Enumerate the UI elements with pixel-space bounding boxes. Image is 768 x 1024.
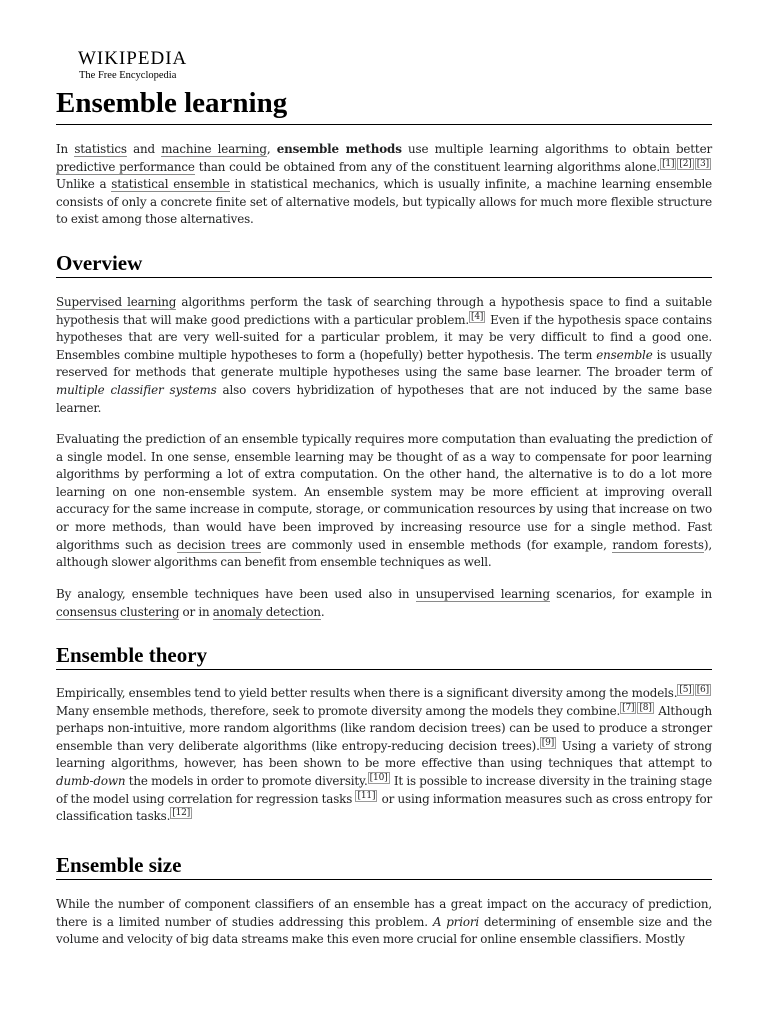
size-paragraph: While the number of component classifiers of an ensemble has a great impact on the accuracy of prediction, there is a limited number of studies addressing this problem. A priori determining of ensemble size and the volume and velocity of big data streams make this even more crucial for online ensemble classifiers. Mostly [56, 897, 713, 947]
citation-7[interactable]: [7] [622, 702, 635, 713]
heading-ensemble-size: Ensemble size [56, 851, 712, 880]
citation-3[interactable]: [3] [696, 158, 709, 169]
link-consensus-clustering[interactable]: consensus clustering [56, 604, 180, 619]
bold-term: ensemble methods [276, 142, 402, 156]
citation-12[interactable]: [12] [172, 808, 191, 819]
citation-5[interactable]: [5] [679, 685, 692, 696]
page-title: Ensemble learning [56, 84, 712, 125]
citation-10[interactable]: [10] [369, 773, 388, 783]
link-decision-trees[interactable]: decision trees [176, 537, 262, 552]
link-statistics[interactable]: statistics [74, 142, 127, 156]
link-predictive-performance[interactable]: predictive performance [56, 159, 195, 174]
citation-9[interactable]: [9] [541, 737, 555, 748]
citation-4[interactable]: [4] [470, 311, 484, 322]
citation-1[interactable]: [1] [662, 158, 675, 169]
link-supervised-learning[interactable]: Supervised learning [56, 295, 177, 309]
logo-wordmark: WIKIPEDIA [78, 48, 188, 69]
link-anomaly-detection[interactable]: anomaly detection [212, 604, 321, 619]
logo-tagline: The Free Encyclopedia [79, 70, 177, 81]
link-machine-learning[interactable]: machine learning [161, 142, 267, 156]
heading-ensemble-theory: Ensemble theory [56, 641, 712, 670]
citation-2[interactable]: [2] [679, 158, 692, 169]
overview-paragraph-3: By analogy, ensemble techniques have been used also in unsupervised learning scenarios, for example in consensus clustering or in anomaly detection. [56, 587, 712, 619]
overview-paragraph-1: Supervised learning algorithms perform the task of searching through a hypothesis space to find a suitable hypothesis that will make good predictions with a particular problem. [4] Even if the hypothesis space contains hypotheses that are very well-suited for a particular problem, it may be very difficult to find a good one. Ensembles combine multiple hypotheses to form a (hopefully) better hypothesis. The term ensemble is usually reserved for methods that generate multiple hypotheses using the same base learner. The broader term of multiple classifier systems also covers hybridization of hypotheses that are not induced by the same base learner. [56, 295, 713, 415]
wikipedia-logo[interactable] [78, 48, 187, 82]
citation-8[interactable]: [8] [639, 702, 652, 713]
link-statistical-ensemble[interactable]: statistical ensemble [111, 177, 230, 192]
theory-paragraph: Empirically, ensembles tend to yield better results when there is a significant diversity among the models. [5] [6] Many ensemble methods, therefore, seek to promote diversity among the models they combine. [7] [8] Although perhaps non-intuitive, more random algorithms (like random decision trees) can be used to produce a stronger ensemble than very deliberate algorithms (like entropy-reducing decision trees). [9] Using a variety of strong learning algorithms, however, has been shown to be more effective than using techniques that attempt to dumb-down the models in order to promote diversity. [10] It is possible to increase diversity in the training stage of the model using correlation for regression tasks [11] or using information measures such as cross entropy for classification tasks. [12] [56, 685, 712, 824]
heading-overview: Overview [56, 249, 712, 278]
link-unsupervised-learning[interactable]: unsupervised learning [415, 587, 550, 601]
link-random-forests[interactable]: random forests [612, 537, 704, 552]
citation-6[interactable]: [6] [696, 685, 709, 696]
overview-paragraph-2: Evaluating the prediction of an ensemble typically requires more computation than evaluating the prediction of a single model. In one sense, ensemble learning may be thought of as a way to compensate for poor learning algorithms by performing a lot of extra computation. On the other hand, the alternative is to do a lot more learning on one non-ensemble system. An ensemble system may be more efficient at improving overall accuracy for the same increase in compute, storage, or communication resources by using that increase on two or more methods, than would have been improved by increasing resource use for a single method. Fast algorithms such as decision trees are commonly used in ensemble methods (for example, random forests), although slower algorithms can benefit from ensemble techniques as well. [56, 432, 712, 570]
citation-11[interactable]: [11] [357, 790, 376, 801]
intro-paragraph: In statistics and machine learning, ensemble methods use multiple learning algorithms to obtain better predictive performance than could be obtained from any of the constituent learning algorithms alone. [1] [2] [3] Unlike a statistical ensemble in statistical mechanics, which is usually infinite, a machine learning ensemble consists of only a concrete finite set of alternative models, but typically allows for much more flexible structure to exist among those alternatives. [56, 142, 712, 227]
